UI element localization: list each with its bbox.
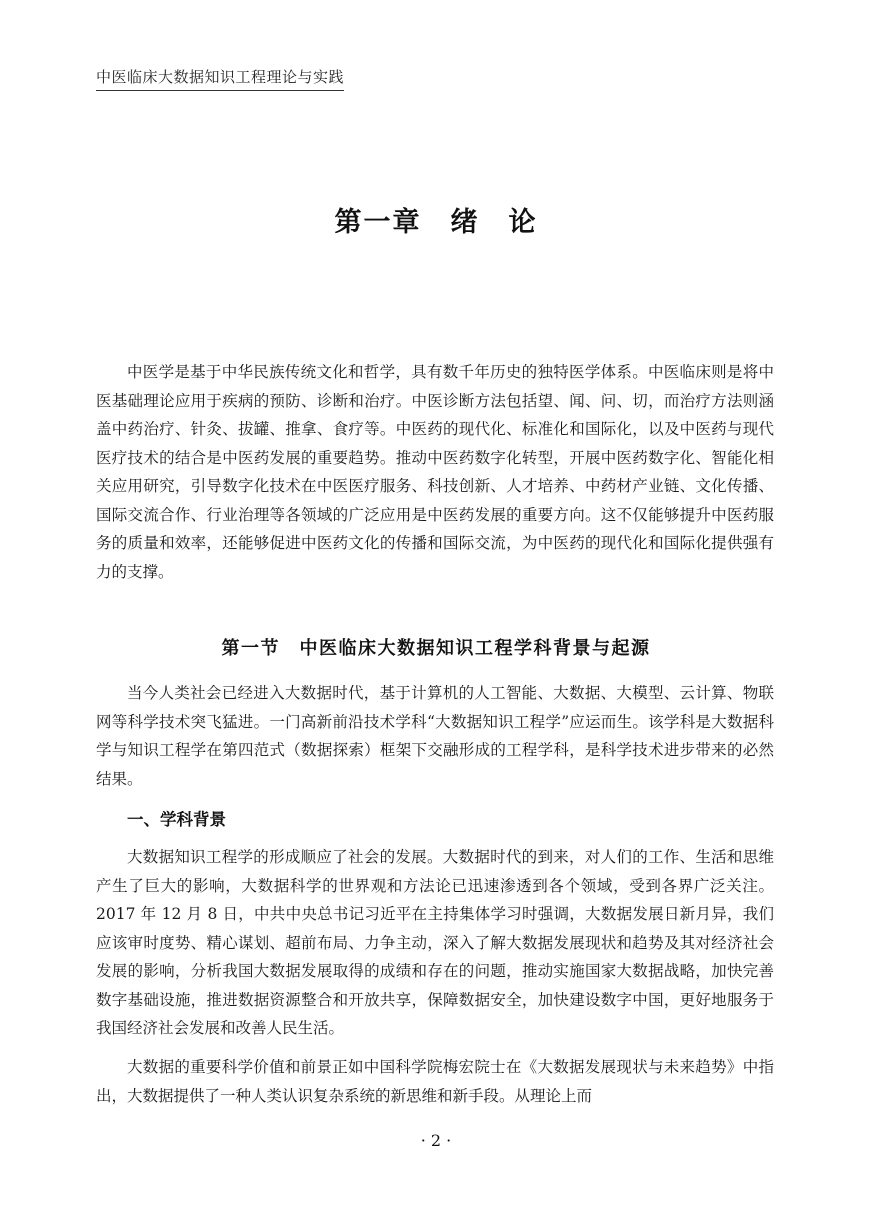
background-paragraph-2: 大数据的重要科学价值和前景正如中国科学院梅宏院士在《大数据发展现状与未来趋势》中指出，大数据提供了一种人类认识复杂系统的新思维和新手段。从理论上而 <box>96 1058 774 1105</box>
background-paragraph-1: 大数据知识工程学的形成顺应了社会的发展。大数据时代的到来，对人们的工作、生活和思维产生了巨大的影响，大数据科学的世界观和方法论已迅速渗透到各个领域，受到各界广泛关注。2017 年 12 月 8 日，中共中央总书记习近平在主持集体学习时强调，大数据发展日新月异，我们应该审时度势、精心谋划、超前布局、力争主动，深入了解大数据发展现状和趋势及其对经济社会发展的影响，分析我国大数据发展取得的成绩和存在的问题，推动实施国家大数据战略，加快完善数字基础设施，推进数据资源整合和开放共享，保障数据安全，加快建设数字中国，更好地服务于我国经济社会发展和改善人民生活。 <box>96 848 774 1037</box>
chapter-intro-paragraph: 中医学是基于中华民族传统文化和哲学，具有数千年历史的独特医学体系。中医临床则是将中医基础理论应用于疾病的预防、诊断和治疗。中医诊断方法包括望、闻、问、切，而治疗方法则涵盖中药治疗、针灸、拔罐、推拿、食疗等。中医药的现代化、标准化和国际化，以及中医药与现代医疗技术的结合是中医药发展的重要趋势。推动中医药数字化转型，开展中医药数字化、智能化相关应用研究，引导数字化技术在中医医疗服务、科技创新、人才培养、中药材产业链、文化传播、国际交流合作、行业治理等各领域的广泛应用是中医药发展的重要方向。这不仅能够提升中医药服务的质量和效率，还能够促进中医药文化的传播和国际交流，为中医药的现代化和国际化提供强有力的支撑。 <box>96 363 774 581</box>
section-title: 第一节 中医临床大数据知识工程学科背景与起源 <box>221 638 651 659</box>
chapter-title: 第一章 绪 论 <box>334 207 538 238</box>
running-header: 中医临床大数据知识工程理论与实践 <box>96 66 344 91</box>
section-paragraph: 当今人类社会已经进入大数据时代，基于计算机的人工智能、大数据、大模型、云计算、物联网等科学技术突飞猛进。一门高新前沿技术学科“大数据知识工程学”应运而生。该学科是大数据科学与知识工程学在第四范式（数据探索）框架下交融形成的工程学科，是科学技术进步带来的必然结果。 <box>96 684 774 788</box>
page-number: · 2 · <box>420 1131 452 1150</box>
subsection-title: 一、学科背景 <box>127 810 226 829</box>
